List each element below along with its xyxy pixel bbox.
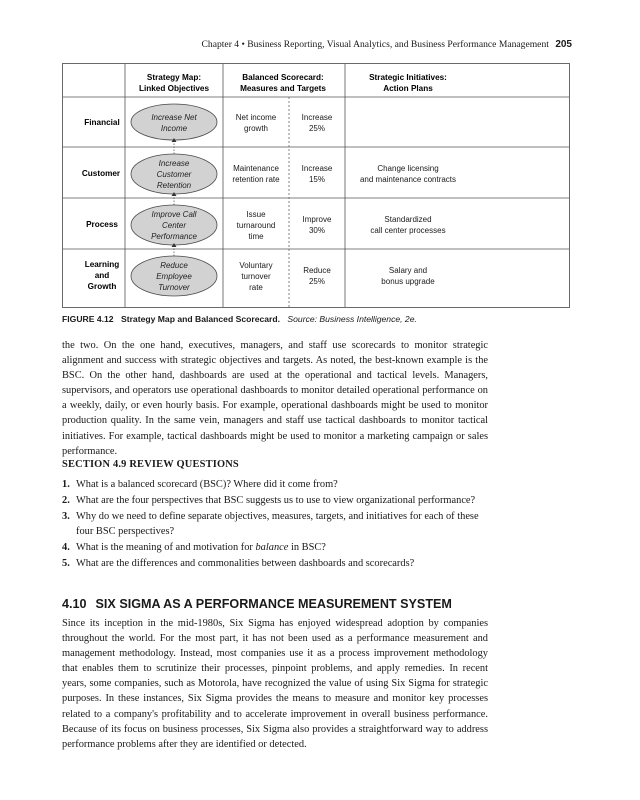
question-number: 5.: [62, 558, 70, 570]
page-number: 205: [555, 39, 572, 50]
strategy-map-figure: [62, 63, 570, 308]
question-text: What are the differences and commonalities between dashboards and scorecards?: [76, 558, 415, 570]
measure-customer-1: Maintenance: [233, 164, 279, 173]
objective-learning-2: Employee: [156, 272, 192, 281]
review-section-title: SECTION 4.9 REVIEW QUESTIONS: [62, 459, 239, 470]
perspective-financial: Financial: [84, 118, 120, 127]
col-header-strategy-map-1: Strategy Map:: [146, 73, 202, 82]
col-header-initiatives-1: Strategic Initiatives:: [369, 73, 447, 82]
initiative-process-2: call center processes: [370, 226, 446, 235]
question-number: 1.: [62, 479, 70, 490]
col-header-initiatives-2: Action Plans: [383, 84, 433, 93]
measure-learning-3: rate: [249, 283, 263, 292]
target-learning-2: 25%: [308, 277, 326, 286]
measure-learning-2: turnover: [241, 272, 271, 281]
target-process-1: Improve: [302, 215, 332, 224]
question-number: 4.: [62, 542, 70, 554]
measure-customer-2: retention rate: [232, 175, 280, 184]
question-number: 3.: [62, 511, 70, 523]
objective-process-3: Performance: [151, 232, 197, 241]
perspective-customer: Customer: [81, 169, 121, 178]
caption-title: Strategy Map and Balanced Scorecard.: [120, 314, 281, 324]
objective-learning-3: Turnover: [158, 283, 190, 292]
initiative-learning-1: Salary and: [388, 266, 428, 275]
caption-source: Source: Business Intelligence, 2e.: [287, 314, 417, 324]
perspective-learning-growth: Growth: [87, 282, 117, 291]
question-text-start: What is the meaning of and motivation for: [76, 542, 256, 554]
objective-learning-1: Reduce: [160, 261, 188, 270]
target-customer-2: 15%: [308, 175, 326, 184]
col-header-scorecard-2: Measures and Targets: [240, 84, 326, 93]
review-questions-list: [62, 477, 488, 573]
perspective-learning-and: and: [94, 271, 110, 280]
perspective-process: Process: [86, 220, 118, 229]
question-text: What are the four perspectives that BSC suggests us to use to view organizational performance?: [76, 495, 476, 507]
initiative-process-1: Standardized: [384, 215, 432, 224]
review-question: [62, 493, 488, 508]
measure-financial-2: growth: [243, 124, 269, 133]
question-text-italic: balance: [255, 542, 289, 554]
target-learning-1: Reduce: [303, 266, 331, 275]
perspective-learning: Learning: [84, 260, 120, 269]
chapter-title: Chapter 4 • Business Reporting, Visual Analytics, and Business Performance Management: [201, 39, 549, 50]
measure-process-1: Issue: [246, 210, 266, 219]
target-financial-2: 25%: [308, 124, 326, 133]
review-question: [62, 477, 488, 492]
target-customer-1: Increase: [301, 164, 333, 173]
question-text-end: in BSC?: [288, 542, 326, 554]
review-question: [62, 540, 488, 555]
col-header-scorecard-1: Balanced Scorecard:: [242, 73, 324, 82]
initiative-customer-2: and maintenance contracts: [359, 175, 457, 184]
target-financial-1: Increase: [301, 113, 333, 122]
objective-financial-1: Increase Net: [151, 113, 197, 122]
objective-customer-1: Increase: [158, 159, 190, 168]
objective-process-2: Center: [161, 221, 187, 230]
question-text: Why do we need to define separate objectives, measures, targets, and initiatives for each of these four BSC perspectives?: [76, 511, 479, 538]
measure-process-3: time: [248, 232, 264, 241]
target-process-2: 30%: [308, 226, 326, 235]
section-number: 4.10: [62, 597, 87, 611]
initiative-customer-1: Change licensing: [377, 164, 439, 173]
body-paragraph-1: the two. On the one hand, executives, managers, and staff use scorecards to monitor strategic alignment and success with strategic objectives and targets. As noted, the best-known example is the BSC. On the other hand, dashboards are used at the operational and tactical levels. Managers, supervisors, and operators use operational dashboards to monitor detailed operational performance on a weekly, daily, or even hourly basis. For example, operational dashboards might be used to monitor production quality. In the same vein, managers and staff use tactical dashboards to monitor tactical initiatives. For example, tactical dashboards might be used to monitor a marketing campaign or sales performance.: [62, 340, 488, 457]
body-paragraph-2: Since its inception in the mid-1980s, Six Sigma has enjoyed widespread adoption by companies throughout the world. For the most part, it has not been used as a performance measurement and management methodology. Instead, most companies use it as a process improvement methodology that enables them to scrutinize their processes, pinpoint problems, and apply remedies. In recent years, some companies, such as Motorola, have recognized the value of using Six Sigma for strategic purposes. In these instances, Six Sigma provides the means to measure and monitor key processes related to a company's profitability and to accelerate improvement in overall business performance. Because of its focus on business processes, Six Sigma also provides a straightforward way to address performance problems after they are identified or detected.: [62, 618, 488, 750]
objective-process-1: Improve Call: [151, 210, 197, 219]
question-number: 2.: [62, 495, 70, 507]
objective-customer-2: Customer: [156, 170, 192, 179]
initiative-learning-2: bonus upgrade: [381, 277, 435, 286]
measure-financial-1: Net income: [235, 113, 277, 122]
caption-label: FIGURE 4.12: [62, 314, 114, 324]
objective-financial-2: Income: [160, 124, 188, 133]
section-title: SIX SIGMA AS A PERFORMANCE MEASUREMENT SYSTEM: [95, 597, 452, 611]
review-question: [62, 509, 488, 539]
col-header-strategy-map-2: Linked Objectives: [138, 84, 210, 93]
figure-caption: [62, 314, 417, 324]
review-question: [62, 556, 488, 571]
running-header: [60, 39, 572, 50]
measure-process-2: turnaround: [236, 221, 276, 230]
question-text: What is a balanced scorecard (BSC)? Where did it come from?: [76, 479, 338, 490]
objective-ellipse-financial: [131, 104, 217, 140]
objective-customer-3: Retention: [156, 181, 192, 190]
section-4-10-heading: [62, 597, 452, 611]
measure-learning-1: Voluntary: [239, 261, 273, 270]
